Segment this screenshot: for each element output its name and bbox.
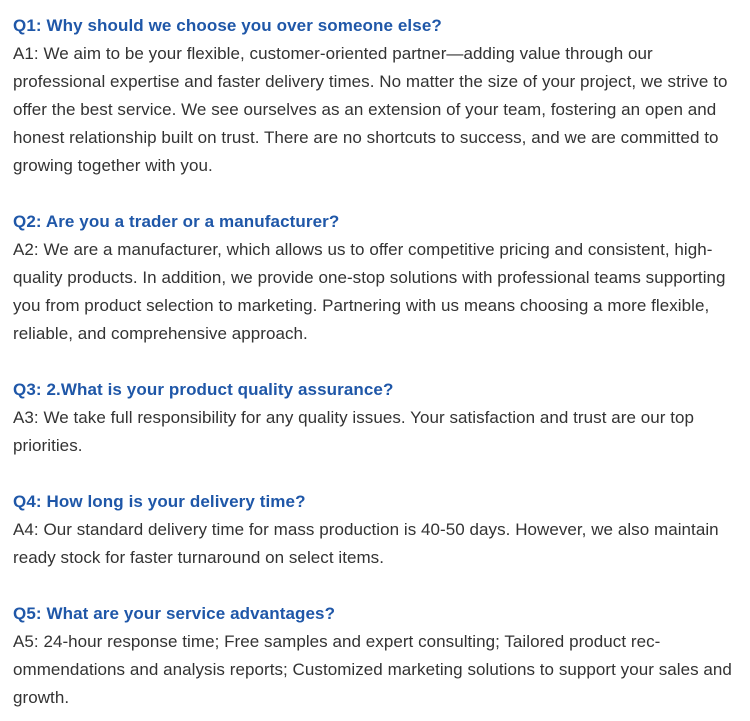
faq-answer-1: A1: We aim to be your flexible, customer-oriented partner—adding value through our professional expertise and faster delivery times. No matter the size of your project, we strive to offer the best service. We see ourselves as an extension of your team, fostering an open and honest relationship built on trust. There are no shortcuts to success, and we are committed to growing together with you. (13, 44, 728, 175)
faq-item-5 (13, 600, 736, 712)
faq-question-5: Q5: What are your service advantages? (13, 604, 336, 623)
faq-answer-4: A4: Our standard delivery time for mass production is 40-50 days. However, we also maintain ready stock for faster turnaround on select items. (13, 520, 719, 567)
faq-question-2: Q2: Are you a trader or a manufacturer? (13, 212, 340, 231)
faq-question-3: Q3: 2.What is your product quality assurance? (13, 380, 394, 399)
faq-question-4: Q4: How long is your delivery time? (13, 492, 306, 511)
faq-answer-5: A5: 24-hour response time; Free samples and expert consulting; Tailored product rec-ommendations and analysis reports; Customized marketing solutions to support your sales and growth. (13, 632, 732, 707)
faq-answer-3: A3: We take full responsibility for any quality issues. Your satisfaction and trust are our top priorities. (13, 408, 695, 455)
faq-item-2 (13, 208, 736, 348)
faq-item-4 (13, 488, 736, 572)
faq-item-3 (13, 376, 736, 460)
faq-item-1 (13, 12, 736, 180)
faq-answer-2: A2: We are a manufacturer, which allows us to offer competitive pricing and consistent, high-quality products. In addition, we provide one-stop solutions with professional teams supporting you from product selection to marketing. Partnering with us means choosing a more flexible, reliable, and comprehensive approach. (13, 240, 726, 343)
faq-question-1: Q1: Why should we choose you over someone else? (13, 16, 442, 35)
